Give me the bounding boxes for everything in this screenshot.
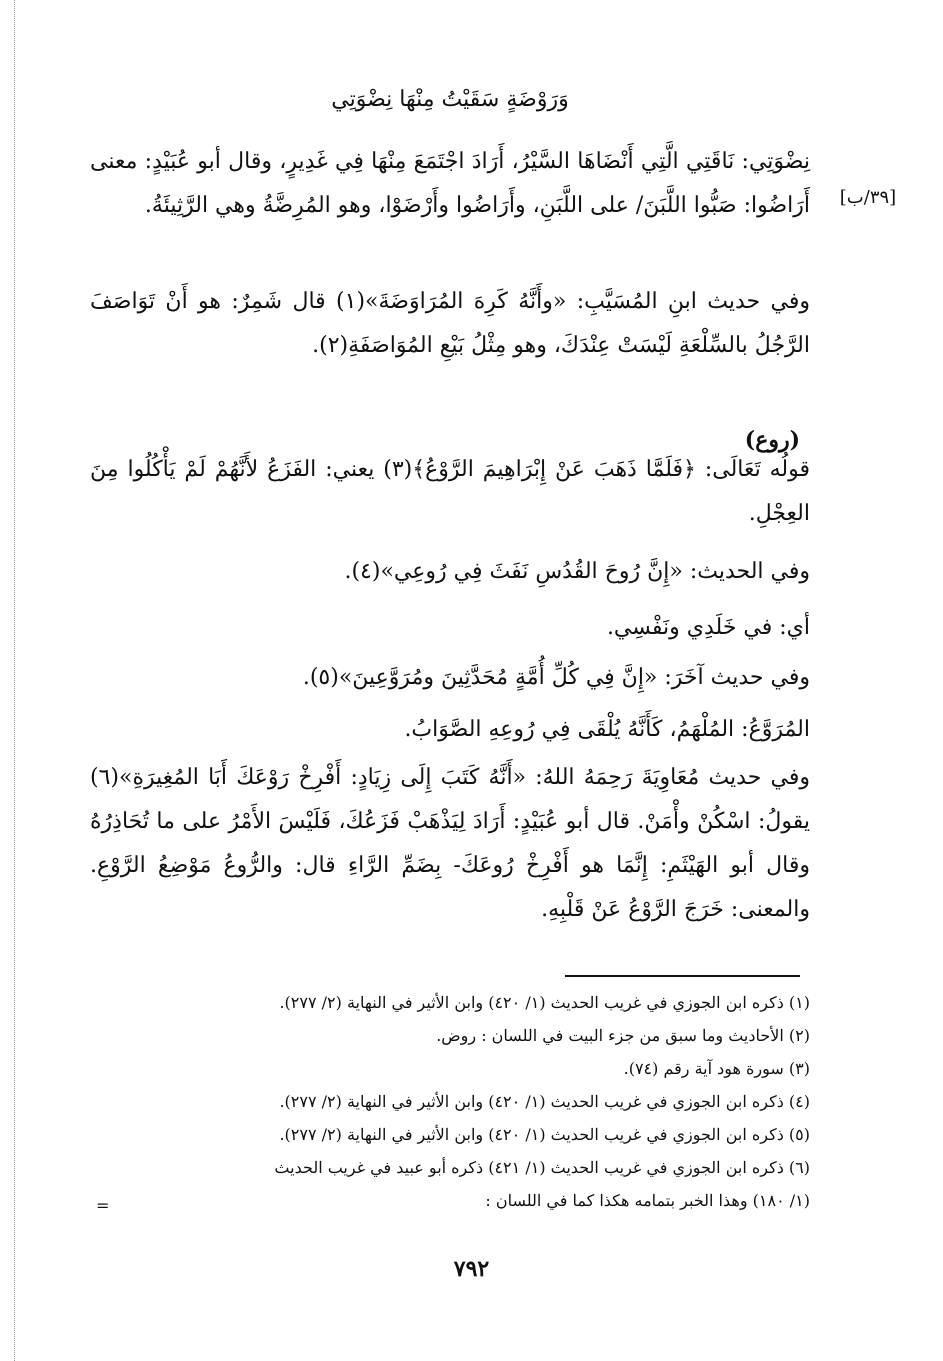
paragraph-muraww: المُرَوَّعُ: المُلْهَمُ، كَأَنَّهُ يُلْقَى فِي رُوعِهِ الصَّوَابُ. — [404, 717, 810, 742]
scan-edge-dotted-line — [14, 0, 15, 1361]
footnote-1: (١) ذكره ابن الجوزي في غريب الحديث (١/ ٤٢٠) وابن الأثير في النهاية (٢/ ٢٧٧). — [279, 993, 810, 1012]
footnote-3: (٣) سورة هود آية رقم (٧٤). — [623, 1059, 810, 1078]
page-number: ٧٩٢ — [453, 1256, 490, 1282]
footnote-4: (٤) ذكره ابن الجوزي في غريب الحديث (١/ ٤٢٠) وابن الأثير في النهاية (٢/ ٢٧٧). — [279, 1092, 810, 1111]
footnote-6: (٦) ذكره ابن الجوزي في غريب الحديث (١/ ٤٢١) ذكره أبو عبيد في غريب الحديث — [274, 1158, 810, 1177]
verse-line: وَرَوْضَةٍ سَقَيْتُ مِنْهَا نِضْوَتِي — [331, 87, 569, 112]
paragraph-khaladi: أي: في خَلَدِي ونَفْسِي. — [606, 615, 810, 640]
paragraph-hadith-ruh-al-qudus: وفي الحديث: «إِنَّ رُوحَ القُدُسِ نَفَثَ فِي رُوعِي»(٤). — [344, 559, 810, 584]
paragraph-hadith-muhaddathin: وفي حديث آخَرَ: «إِنَّ فِي كُلِّ أُمَّةٍ مُحَدَّثِينَ ومُرَوَّعِينَ»(٥). — [302, 665, 810, 690]
footnote-separator-rule — [565, 975, 800, 977]
footnote-2: (٢) الأحاديث وما سبق من جزء البيت في اللسان : روض. — [436, 1026, 810, 1045]
paragraph-nidwati: نِضْوَتِي: نَاقَتِي الَّتِي أَنْضَاهَا السَّيْرُ، أَرَادَ اجْتَمَعَ مِنْهَا فِي غَدِيرٍ، وقال أبو عُبَيْدٍ: معنى أَرَاضُوا: صَبُّوا اللَّبَنَ/ على اللَّبَنِ، وأَرَاضُوا وأَرْضَوْا، وهو المُرِضَّةُ وهي الرَّثِيئَةُ. — [90, 149, 810, 218]
margin-folio-reference: [٣٩/ب] — [839, 187, 897, 208]
footnote-5: (٥) ذكره ابن الجوزي في غريب الحديث (١/ ٤٢٠) وابن الأثير في النهاية (٢/ ٢٧٧). — [279, 1125, 810, 1144]
footnotes-section — [90, 986, 810, 1217]
footnote-6-continuation: (١/ ١٨٠) وهذا الخبر بتمامه هكذا كما في اللسان : — [485, 1191, 810, 1210]
paragraph-muawiya: وفي حديث مُعَاوِيَةَ رَحِمَهُ اللهُ: «أَنَّهُ كَتَبَ إِلَى زِيَادٍ: أَفْرِخْ رَوْعَكَ أَبَا المُغِيرَةِ»(٦) يقولُ: اسْكُنْ وأْمَنْ. قال أبو عُبَيْدٍ: أَرَادَ لِيَذْهَبْ فَزَعُكَ، فَلَيْسَ الأَمْرُ على ما تُحَاذِرُهُ وقال أبو الهَيْثَمِ: إِنَّمَا هو أَفْرِخْ رُوعَكَ- بِضَمِّ الرَّاءِ قال: والرُّوعُ مَوْضِعُ الرَّوْعِ. والمعنى: خَرَجَ الرَّوْعُ عَنْ قَلْبِهِ. — [90, 765, 810, 922]
footnote-continuation-mark: = — [96, 1196, 110, 1215]
paragraph-ibn-al-musayyab: وفي حديث ابنِ المُسَيَّبِ: «وأَنَّهُ كَرِهَ المُرَاوَضَةَ»(١) قال شَمِرٌ: هو أَنْ تَوَاصَفَ الرَّجُلُ بالسِّلْعَةِ لَيْسَتْ عِنْدَكَ، وهو مِثْلُ بَيْعِ المُوَاصَفَةِ(٢). — [90, 289, 810, 358]
paragraph-quran-verse: قولُه تَعَالَى: ﴿فَلَمَّا ذَهَبَ عَنْ إِبْرَاهِيمَ الرَّوْعُ﴾(٣) يعني: الفَزَعُ لأَنَّهُمْ لَمْ يَأْكُلُوا مِنَ العِجْلِ. — [90, 457, 811, 526]
entry-heading-rawa: (روع) — [744, 427, 800, 453]
